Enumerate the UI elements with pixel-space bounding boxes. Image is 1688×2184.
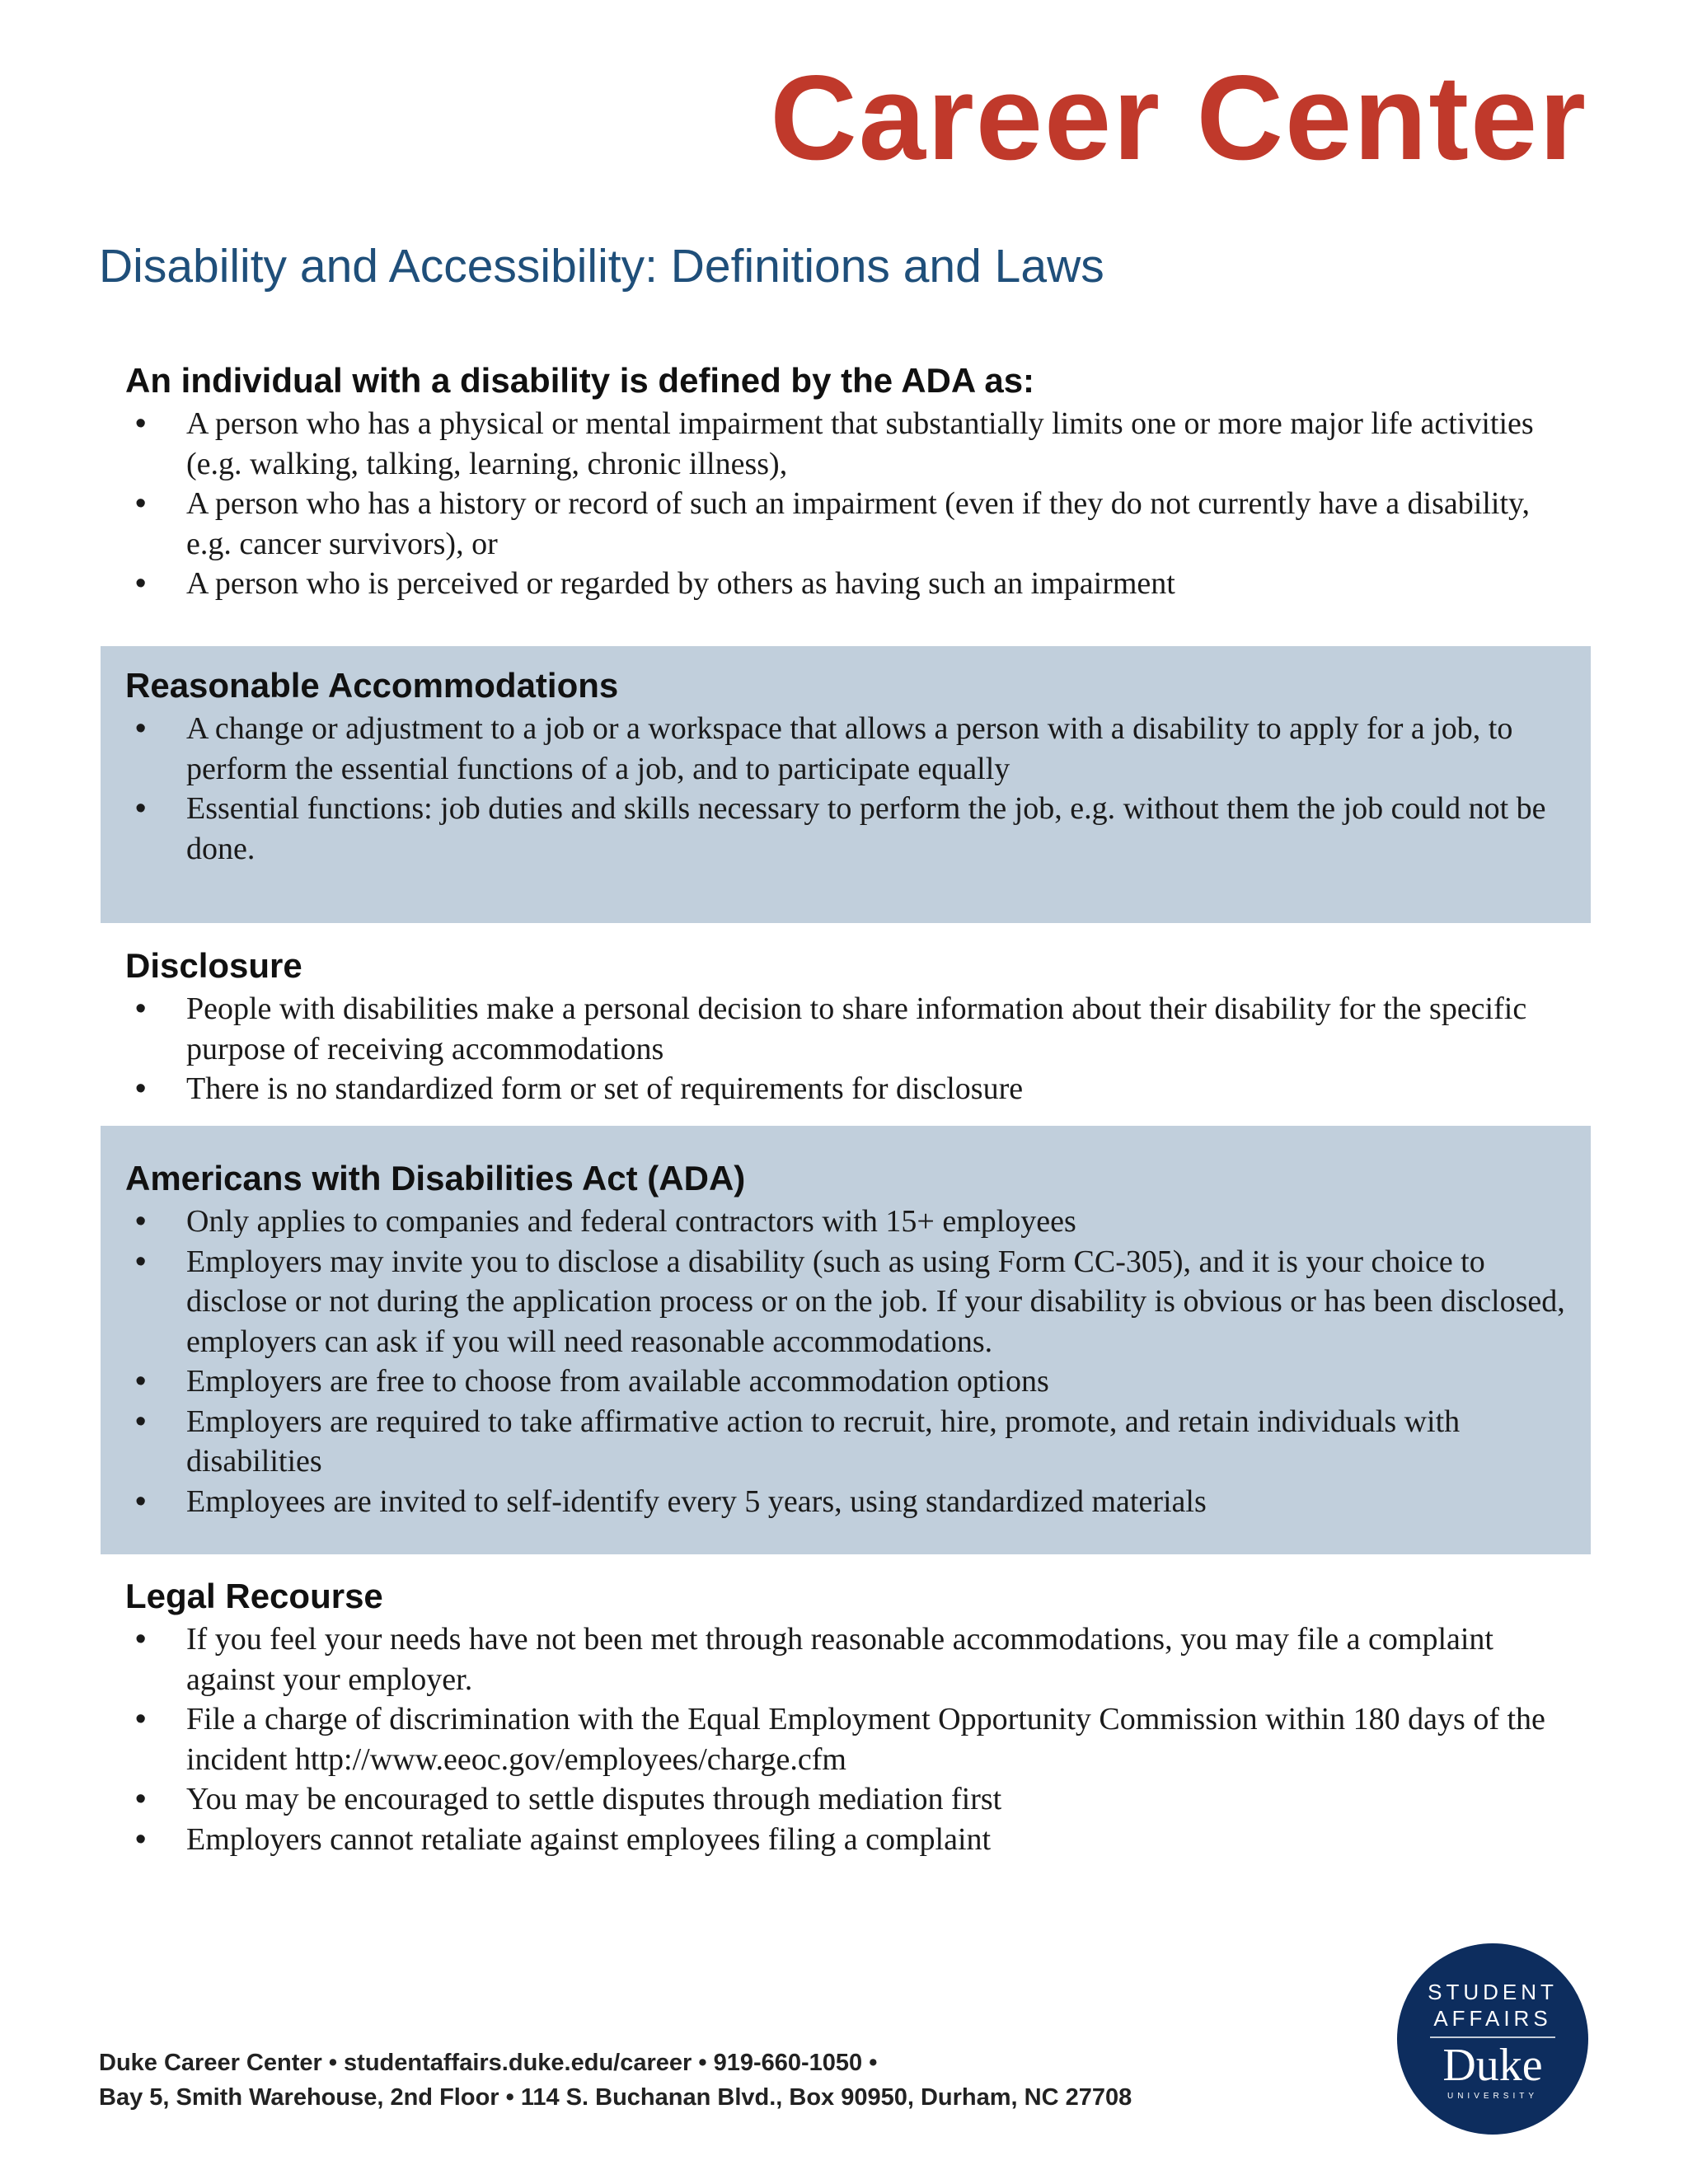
section-disclosure bbox=[101, 941, 1591, 1109]
logo-line-2: AFFAIRS bbox=[1433, 2006, 1552, 2031]
list-item: • People with disabilities make a personal decision to share information about their disability for the specific purpose of receiving accommodations bbox=[125, 989, 1574, 1069]
section-ada-definition bbox=[101, 356, 1591, 604]
section-heading: Disclosure bbox=[125, 946, 302, 985]
list-item: • A person who has a history or record of such an impairment (even if they do not currently have a disability, e.g. cancer survivors), or bbox=[125, 484, 1574, 564]
list-item: • Employers cannot retaliate against employees filing a complaint bbox=[125, 1820, 1574, 1860]
list-item: • If you feel your needs have not been met through reasonable accommodations, you may file a complaint against your employer. bbox=[125, 1619, 1574, 1699]
section-reasonable-accommodations bbox=[101, 646, 1591, 923]
student-affairs-logo bbox=[1397, 1943, 1588, 2135]
list-item: • Employers may invite you to disclose a disability (such as using Form CC-305), and it is your choice to disclose or not during the application process or on the job. If your disability is obvious or has been disclosed, employers can ask if you will need reasonable accommodations. bbox=[125, 1242, 1574, 1362]
list-item: • Essential functions: job duties and skills necessary to perform the job, e.g. without them the job could not be done. bbox=[125, 789, 1574, 869]
list-item: • A change or adjustment to a job or a workspace that allows a person with a disability to apply for a job, to perform the essential functions of a job, and to participate equally bbox=[125, 709, 1574, 789]
footer-line-1: Duke Career Center • studentaffairs.duke.edu/career • 919-660-1050 • bbox=[99, 2050, 878, 2076]
brand-title: Career Center bbox=[770, 50, 1587, 185]
section-heading: An individual with a disability is defined by the ADA as: bbox=[125, 361, 1035, 400]
section-heading: Americans with Disabilities Act (ADA) bbox=[125, 1159, 746, 1197]
section-americans-with-disabilities-act bbox=[101, 1126, 1591, 1554]
logo-line-1: STUDENT bbox=[1428, 1980, 1558, 2004]
page-title: Disability and Accessibility: Definitions and Laws bbox=[99, 240, 1104, 293]
logo-circle bbox=[1397, 1943, 1588, 2135]
footer-contact bbox=[99, 2046, 1132, 2115]
footer-line-2: Bay 5, Smith Warehouse, 2nd Floor • 114 S. Buchanan Blvd., Box 90950, Durham, NC 27708 bbox=[99, 2084, 1132, 2111]
bullet-list bbox=[125, 1202, 1574, 1521]
list-item: • Employers are free to choose from available accommodation options bbox=[125, 1361, 1574, 1402]
list-item: • A person who is perceived or regarded by others as having such an impairment bbox=[125, 564, 1574, 604]
logo-wordmark: Duke bbox=[1442, 2040, 1543, 2091]
list-item: • Employers are required to take affirmative action to recruit, hire, promote, and retain individuals with disabilities bbox=[125, 1402, 1574, 1482]
list-item: • File a charge of discrimination with the Equal Employment Opportunity Commission within 180 days of the incident http://www.eeoc.gov/employees/charge.cfm bbox=[125, 1699, 1574, 1779]
bullet-list bbox=[125, 404, 1574, 604]
bullet-list bbox=[125, 709, 1574, 869]
section-legal-recourse bbox=[101, 1572, 1591, 1859]
bullet-list bbox=[125, 1619, 1574, 1859]
section-heading: Legal Recourse bbox=[125, 1577, 383, 1615]
list-item: • You may be encouraged to settle disputes through mediation first bbox=[125, 1779, 1574, 1820]
logo-subline: UNIVERSITY bbox=[1447, 2092, 1539, 2101]
list-item: • A person who has a physical or mental impairment that substantially limits one or more major life activities (e.g. walking, talking, learning, chronic illness), bbox=[125, 404, 1574, 484]
section-heading: Reasonable Accommodations bbox=[125, 666, 619, 705]
list-item: • There is no standardized form or set of requirements for disclosure bbox=[125, 1069, 1574, 1109]
bullet-list bbox=[125, 989, 1574, 1109]
list-item: • Employees are invited to self-identify every 5 years, using standardized materials bbox=[125, 1482, 1574, 1522]
list-item: • Only applies to companies and federal contractors with 15+ employees bbox=[125, 1202, 1574, 1242]
